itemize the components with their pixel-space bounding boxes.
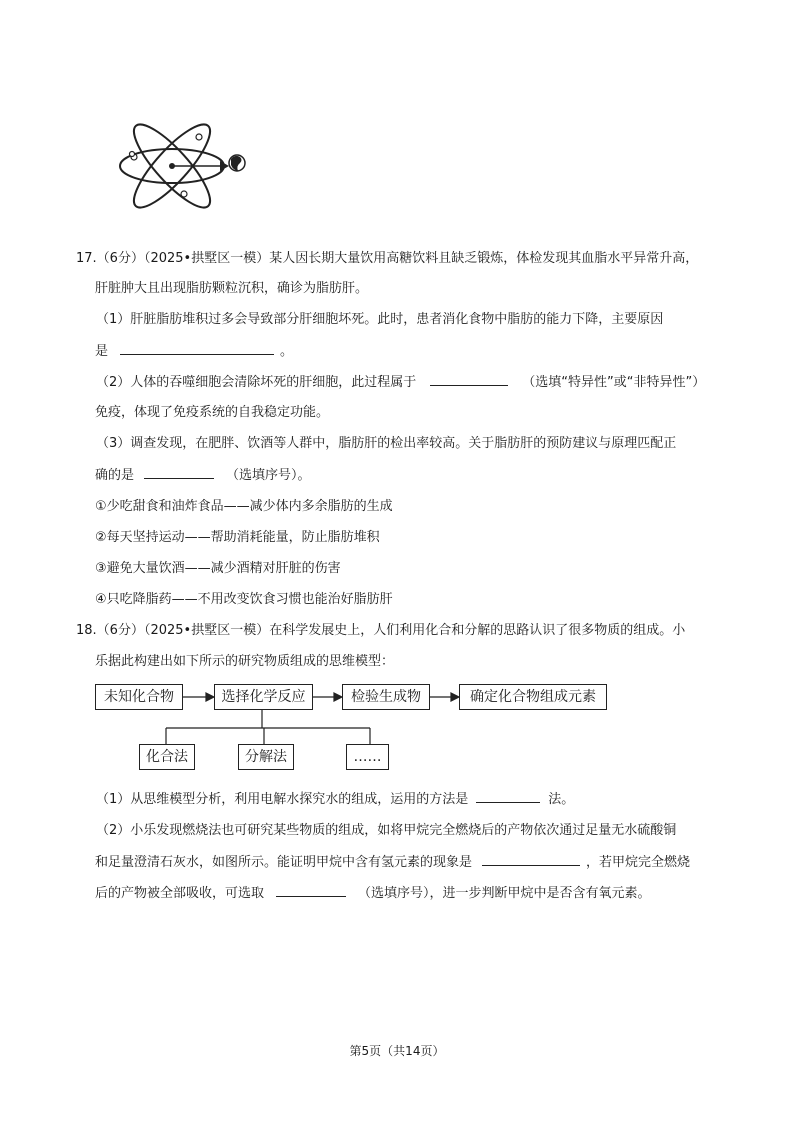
q18-part2-line2 bbox=[95, 853, 690, 872]
q17-part2-pre: （2）人体的吞噬细胞会清除坏死的肝细胞，此过程属于 bbox=[96, 375, 417, 390]
flow-step-choose-reaction: 选择化学反应 bbox=[214, 684, 313, 710]
q18-part2-pre2: 后的产物被全部吸收，可选取 bbox=[95, 886, 265, 901]
q18-part2-mid: ，若甲烷完全燃烧 bbox=[586, 855, 691, 870]
flow-step-unknown-compound: 未知化合物 bbox=[95, 684, 183, 710]
q17-part1-post: 。 bbox=[280, 344, 294, 359]
q18-part1-post: 法。 bbox=[548, 792, 575, 807]
flow-step-determine-elements: 确定化合物组成元素 bbox=[459, 684, 607, 710]
q17-part2-line2: 免疫，体现了免疫系统的自我稳定功能。 bbox=[95, 405, 330, 420]
q18-stem-line2: 乐据此构建出如下所示的研究物质组成的思维模型： bbox=[95, 654, 395, 669]
flow-step-test-products: 检验生成物 bbox=[342, 684, 430, 710]
q18-part1 bbox=[96, 790, 574, 809]
q18-stem-line1: 18.（6分）（2025•拱墅区一模）在科学发展史上，人们利用化合和分解的思路认识了很多物质的组成。小 bbox=[76, 623, 686, 638]
flow-method-combination: 化合法 bbox=[139, 744, 195, 770]
q18-part2-post2: （选填序号），进一步判断甲烷中是否含有氧元素。 bbox=[358, 886, 651, 901]
q18-part2-line1: （2）小乐发现燃烧法也可研究某些物质的组成，如将甲烷完全燃烧后的产物依次通过足量无水硫酸铜 bbox=[96, 823, 677, 838]
q17-part3-pre: 确的是 bbox=[95, 468, 135, 483]
q17-part1-pre: 是 bbox=[95, 344, 109, 359]
q18-part2-line3 bbox=[95, 884, 651, 903]
q18-part2-answer-blank-2[interactable] bbox=[276, 884, 346, 897]
q17-stem-line2: 肝脏肿大且出现脂肪颗粒沉积，确诊为脂肪肝。 bbox=[95, 281, 369, 296]
page-footer: 第5页（共14页） bbox=[349, 1044, 445, 1058]
q18-part2-answer-blank-1[interactable] bbox=[482, 853, 580, 866]
flow-method-decomposition: 分解法 bbox=[238, 744, 294, 770]
flow-method-more: …… bbox=[346, 744, 389, 770]
q18-part1-pre: （1）从思维模型分析，利用电解水探究水的组成，运用的方法是 bbox=[96, 792, 469, 807]
q17-option-4: ④只吃降脂药——不用改变饮食习惯也能治好脂肪肝 bbox=[95, 592, 393, 607]
q18-part2-pre: 和足量澄清石灰水，如图所示。能证明甲烷中含有氢元素的现象是 bbox=[95, 855, 473, 870]
q17-part3-post: （选填序号）。 bbox=[226, 468, 311, 483]
q17-part3-line1: （3）调查发现，在肥胖、饮酒等人群中，脂肪肝的检出率较高。关于脂肪肝的预防建议与原理匹配正 bbox=[96, 436, 677, 451]
q17-option-2: ②每天坚持运动——帮助消耗能量，防止脂肪堆积 bbox=[95, 530, 380, 545]
q17-option-1: ①少吃甜食和油炸食品——减少体内多余脂肪的生成 bbox=[95, 499, 393, 514]
q17-option-3: ③避免大量饮酒——减少酒精对肝脏的伤害 bbox=[95, 561, 341, 576]
q18-part1-answer-blank[interactable] bbox=[476, 790, 540, 803]
q17-stem-line1: 17.（6分）（2025•拱墅区一模）某人因长期大量饮用高糖饮料且缺乏锻炼，体检发现其血脂水平异常升高， bbox=[76, 251, 699, 266]
q17-part1-line1: （1）肝脏脂肪堆积过多会导致部分肝细胞坏死。此时，患者消化食物中脂肪的能力下降，主要原因 bbox=[96, 312, 664, 327]
q17-part2-post: （选填“特异性”或“非特异性”） bbox=[522, 375, 706, 390]
